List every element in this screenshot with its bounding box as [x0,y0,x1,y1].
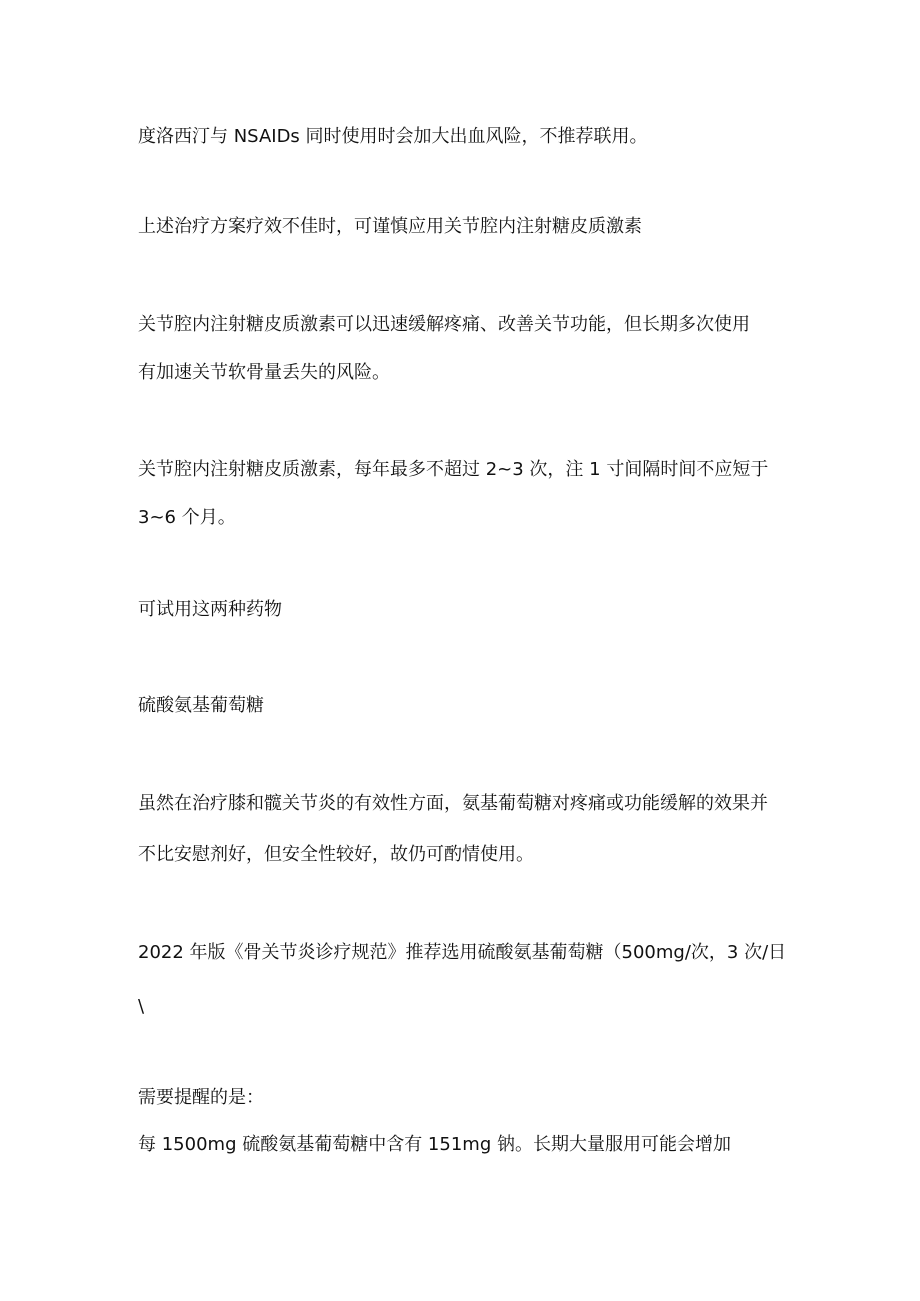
paragraph-line: 虽然在治疗膝和髋关节炎的有效性方面，氨基葡萄糖对疼痛或功能缓解的效果并 [138,793,768,814]
paragraph-line: 需要提醒的是： [138,1087,264,1108]
paragraph-line: 3~6 个月。 [138,507,236,528]
paragraph-line: 上述治疗方案疗效不佳时，可谨慎应用关节腔内注射糖皮质激素 [138,216,642,237]
section-heading: 可试用这两种药物 [138,599,282,620]
paragraph-line: \ [138,996,145,1017]
drug-heading: 硫酸氨基葡萄糖 [138,695,264,716]
paragraph-line: 关节腔内注射糖皮质激素，每年最多不超过 2~3 次，注 1 寸间隔时间不应短于 [138,459,769,480]
paragraph-line: 有加速关节软骨量丢失的风险。 [138,362,390,383]
paragraph-line: 每 1500mg 硫酸氨基葡萄糖中含有 151mg 钠。长期大量服用可能会增加 [138,1134,731,1155]
paragraph-line: 不比安慰剂好，但安全性较好，故仍可酌情使用。 [138,844,534,865]
paragraph-line: 关节腔内注射糖皮质激素可以迅速缓解疼痛、改善关节功能，但长期多次使用 [138,314,750,335]
paragraph-line: 度洛西汀与 NSAIDs 同时使用时会加大出血风险，不推荐联用。 [138,126,648,147]
paragraph-line: 2022 年版《骨关节炎诊疗规范》推荐选用硫酸氨基葡萄糖（500mg/次，3 次/日 [138,942,787,963]
